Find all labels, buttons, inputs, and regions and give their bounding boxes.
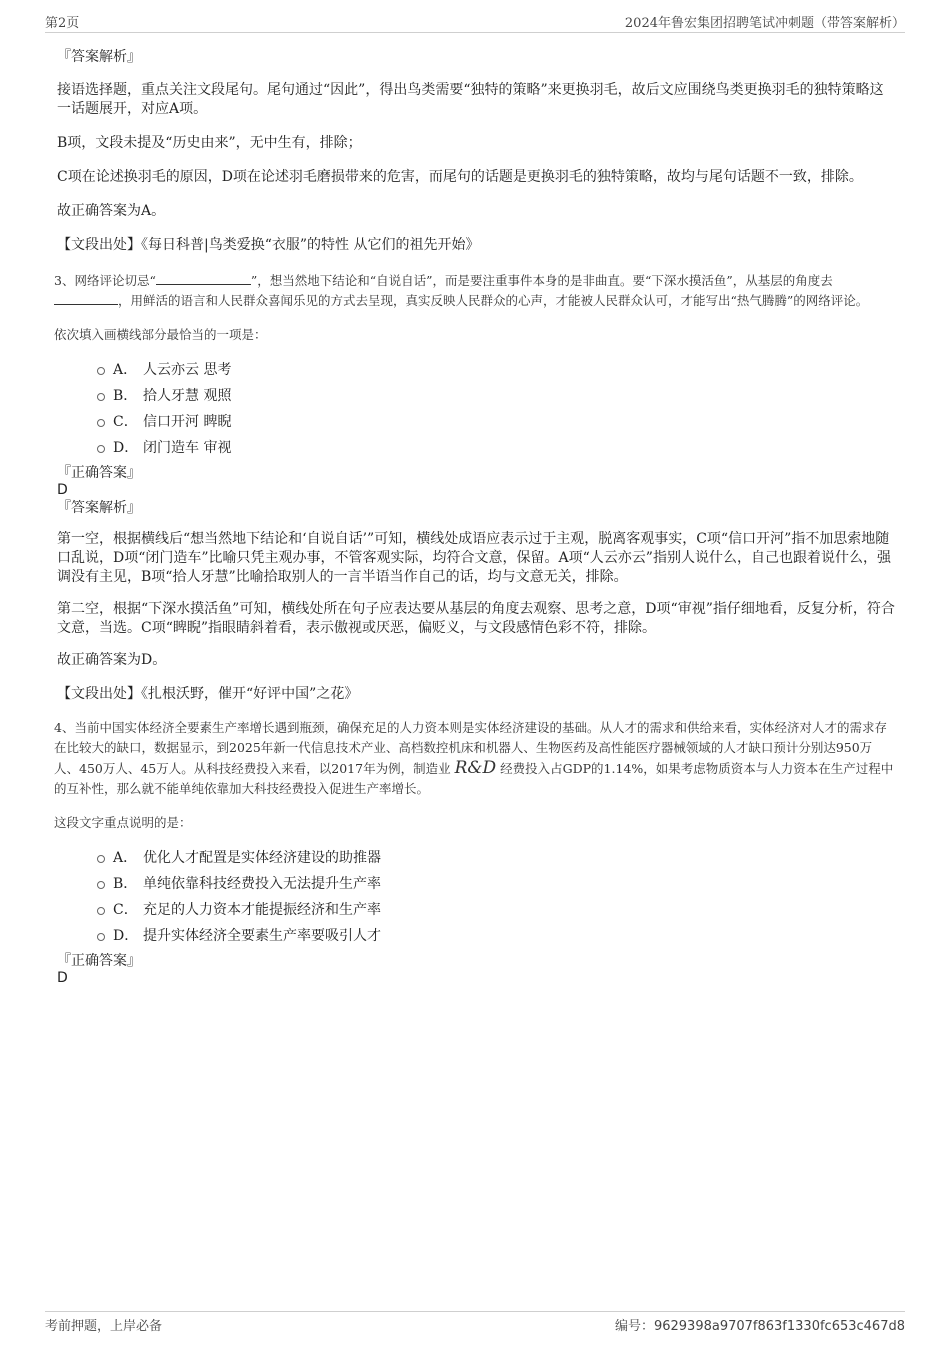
stem-part: 4、当前中国实体经济全要素生产率增长遇到瓶颈，确保充足的人力资本则是实体经济建设的基础。从人才的需求和供给来看，实体经济对人才的需求存在比较大的缺口，数据显示，到2025年新一代信息技术产业、高档数控机床和机器人、生物医药及高性能医疗器械领域的人才缺口预计分别达950万人、450万人、45万人。从科技经费投入来看，以2017年为例，制造业 [54,720,887,776]
radio-icon[interactable] [97,881,105,889]
stem-part: 经费投入占GDP的1.14%，如果考虑物质资本与人力资本在生产过程中的互补性，那么就不能单纯依靠加大科技经费投入促进生产率增长。 [54,761,894,796]
radio-icon[interactable] [97,419,105,427]
document-body [54,48,895,987]
option-text: 信口开河 睥睨 [143,414,232,430]
option-text: 提升实体经济全要素生产率要吸引人才 [143,928,381,944]
option-d[interactable] [97,922,895,948]
passage-source: 【文段出处】《每日科普|鸟类爱换“衣服”的特性 从它们的祖先开始》 [57,237,480,253]
option-a[interactable] [97,356,895,382]
option-b[interactable] [97,382,895,408]
option-text: 优化人才配置是实体经济建设的助推器 [143,850,381,866]
option-c[interactable] [97,896,895,922]
correct-answer-tag: 『正确答案』 [57,953,141,969]
option-letter: D． [113,928,139,944]
code-label: 编号： [614,1319,654,1334]
option-b[interactable] [97,870,895,896]
option-letter: B． [113,876,138,892]
question-3-stem [54,271,895,311]
options-list [97,844,895,948]
option-letter: C． [113,902,138,918]
radio-icon[interactable] [97,393,105,401]
stem-part: ”，想当然地下结论和“自说自话”，而是要注重事件本身的是非曲直。要“下深水摸活鱼”，从基层的角度去 [250,273,833,288]
analysis-paragraph: 第一空，根据横线后“想当然地下结论和‘自说自话’”可知，横线处成语应表示过于主观，脱离客观事实，C项“信口开河”指不加思索地随口乱说，D项“闭门造车”比喻只凭主观办事，不管客观实际，均符合文意，保留。A项“人云亦云”指别人说什么，自己也跟着说什么，强调没有主见，B项“拾人牙慧”比喻拾取别人的一言半语当作自己的话，均与文意无关，排除。 [57,531,891,585]
radio-icon[interactable] [97,933,105,941]
analysis-tag: 『答案解析』 [57,49,141,65]
radio-icon[interactable] [97,907,105,915]
code-value: 9629398a9707f863f1330fc653c467d8 [653,1319,905,1334]
page-number: 第2页 [45,16,80,31]
radio-icon[interactable] [97,855,105,863]
math-term: R&D [454,758,497,778]
analysis-tag: 『答案解析』 [57,500,141,516]
stem-part: ，用鲜活的语言和人民群众喜闻乐见的方式去呈现，真实反映人民群众的心声，才能被人民群众认可，才能写出“热气腾腾”的网络评论。 [118,293,869,308]
document-code [615,1315,905,1334]
option-c[interactable] [97,408,895,434]
passage-source: 【文段出处】《扎根沃野，催开“好评中国”之花》 [57,686,359,702]
analysis-conclusion: 故正确答案为A。 [57,203,166,219]
option-a[interactable] [97,844,895,870]
stem-part: 3、网络评论切忌“ [54,273,156,288]
document-title: 2024年鲁宏集团招聘笔试冲刺题（带答案解析） [624,16,905,31]
option-text: 人云亦云 思考 [143,362,232,378]
option-text: 单纯依靠科技经费投入无法提升生产率 [143,876,381,892]
option-letter: B． [113,388,138,404]
option-text: 充足的人力资本才能提振经济和生产率 [143,902,381,918]
blank-line [54,292,118,305]
analysis-paragraph: C项在论述换羽毛的原因，D项在论述羽毛磨损带来的危害，而尾句的话题是更换羽毛的独特策略，故均与尾句话题不一致，排除。 [57,169,863,185]
option-letter: A． [113,850,138,866]
radio-icon[interactable] [97,445,105,453]
correct-answer-tag: 『正确答案』 [57,465,141,481]
page-footer [45,1311,905,1334]
option-letter: D． [113,440,139,456]
analysis-paragraph: 接语选择题，重点关注文段尾句。尾句通过“因此”，得出鸟类需要“独特的策略”来更换羽毛，故后文应围绕鸟类更换羽毛的独特策略这一话题展开，对应A项。 [57,82,884,117]
option-text: 闭门造车 审视 [143,440,232,456]
analysis-conclusion: 故正确答案为D。 [57,652,167,668]
question-4-stem [54,718,895,799]
option-d[interactable] [97,434,895,460]
question-prompt: 这段文字重点说明的是： [54,815,192,830]
radio-icon[interactable] [97,367,105,375]
option-text: 拾人牙慧 观照 [143,388,232,404]
analysis-paragraph: B项，文段未提及“历史由来”，无中生有，排除； [57,135,362,151]
option-letter: C． [113,414,138,430]
analysis-paragraph: 第二空，根据“下深水摸活鱼”可知，横线处所在句子应表达要从基层的角度去观察、思考之意，D项“审视”指仔细地看，反复分析，符合文意，当选。C项“睥睨”指眼睛斜着看，表示傲视或厌恶，偏贬义，与文段感情色彩不符，排除。 [57,601,895,636]
correct-answer: D [57,482,68,498]
blank-line [156,272,251,285]
correct-answer: D [57,970,68,986]
question-prompt: 依次填入画横线部分最恰当的一项是： [54,327,267,342]
options-list [97,356,895,460]
option-letter: A． [113,362,138,378]
footer-slogan: 考前押题，上岸必备 [45,1319,163,1334]
page-header [45,12,905,33]
